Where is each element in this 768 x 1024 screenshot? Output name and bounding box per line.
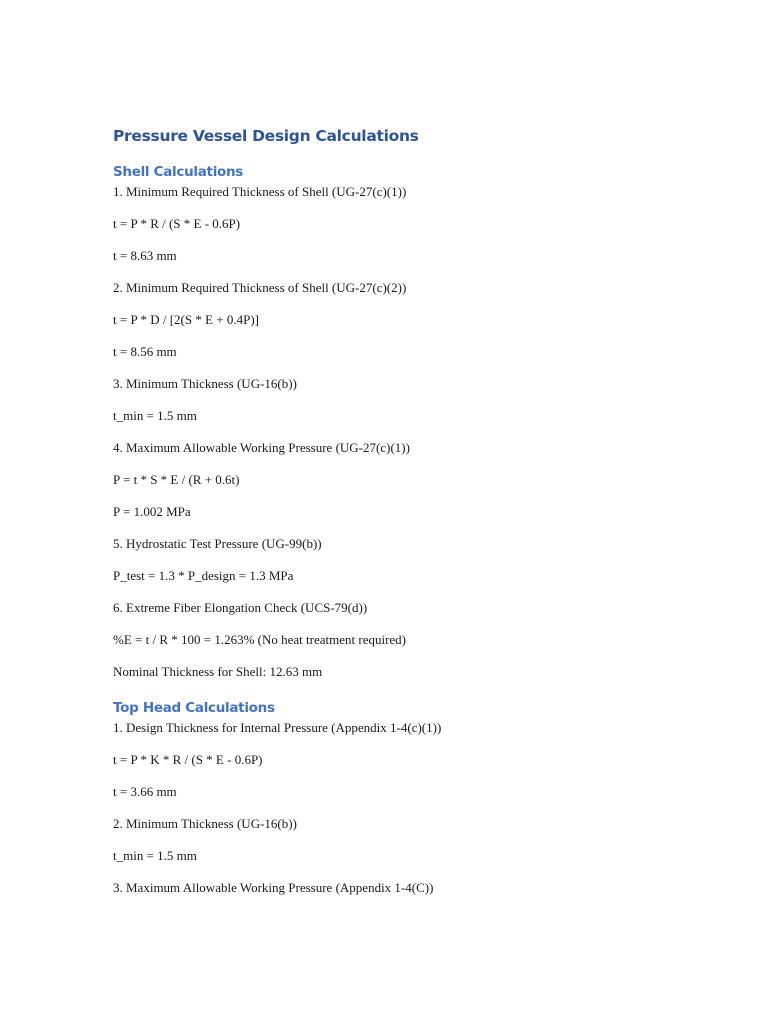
shell-line-6: t = 8.56 mm — [113, 344, 177, 359]
top-head-line-2: t = P * K * R / (S * E - 0.6P) — [113, 752, 263, 767]
shell-line-10: P = t * S * E / (R + 0.6t) — [113, 472, 240, 487]
top-head-line-6: 3. Maximum Allowable Working Pressure (Appendix 1-4(C)) — [113, 880, 434, 895]
shell-line-12: 5. Hydrostatic Test Pressure (UG-99(b)) — [113, 536, 322, 551]
section-heading-shell: Shell Calculations — [113, 164, 244, 180]
shell-line-8: t_min = 1.5 mm — [113, 408, 197, 423]
shell-line-7: 3. Minimum Thickness (UG-16(b)) — [113, 376, 297, 391]
shell-line-14: 6. Extreme Fiber Elongation Check (UCS-79(d)) — [113, 600, 368, 615]
shell-line-16: Nominal Thickness for Shell: 12.63 mm — [113, 664, 323, 679]
shell-line-9: 4. Maximum Allowable Working Pressure (UG-27(c)(1)) — [113, 440, 410, 455]
shell-calculations-body — [113, 183, 733, 695]
top-head-calculations-body — [113, 719, 733, 911]
shell-line-4: 2. Minimum Required Thickness of Shell (UG-27(c)(2)) — [113, 280, 407, 295]
document-page — [113, 122, 733, 911]
shell-line-1: 1. Minimum Required Thickness of Shell (UG-27(c)(1)) — [113, 184, 407, 199]
shell-line-5: t = P * D / [2(S * E + 0.4P)] — [113, 312, 259, 327]
section-heading-top-head: Top Head Calculations — [113, 700, 275, 716]
shell-line-2: t = P * R / (S * E - 0.6P) — [113, 216, 241, 231]
shell-line-3: t = 8.63 mm — [113, 248, 177, 263]
shell-line-13: P_test = 1.3 * P_design = 1.3 MPa — [113, 568, 294, 583]
top-head-line-5: t_min = 1.5 mm — [113, 848, 197, 863]
shell-calculations-section — [113, 162, 733, 695]
top-head-line-1: 1. Design Thickness for Internal Pressure (Appendix 1-4(c)(1)) — [113, 720, 442, 735]
top-head-calculations-section — [113, 698, 733, 911]
top-head-line-4: 2. Minimum Thickness (UG-16(b)) — [113, 816, 297, 831]
top-head-line-3: t = 3.66 mm — [113, 784, 177, 799]
shell-line-11: P = 1.002 MPa — [113, 504, 191, 519]
document-title: Pressure Vessel Design Calculations — [113, 127, 419, 145]
shell-line-15: %E = t / R * 100 = 1.263% (No heat treatment required) — [113, 632, 407, 647]
